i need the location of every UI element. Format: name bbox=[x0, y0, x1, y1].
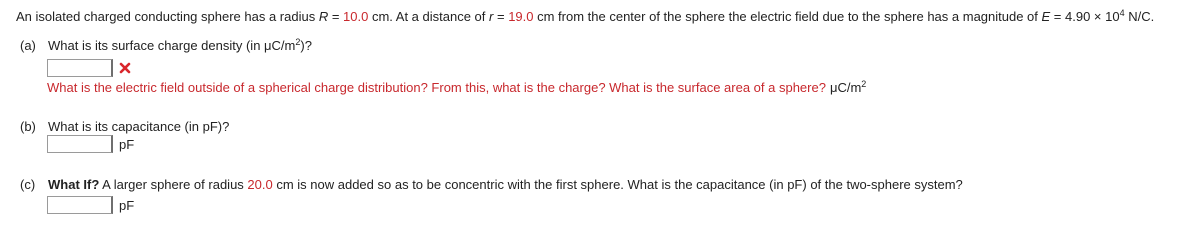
part-a-text-end: )? bbox=[300, 38, 312, 53]
part-c-answer-input[interactable] bbox=[47, 196, 113, 214]
equals-sign: = bbox=[493, 9, 509, 24]
field-exponent: 4 bbox=[1119, 8, 1125, 18]
part-c-letter: (c) bbox=[20, 177, 36, 192]
part-b-letter: (b) bbox=[20, 119, 36, 134]
problem-text-2: cm. At a distance of bbox=[368, 9, 490, 24]
part-c-question bbox=[20, 176, 963, 194]
distance-symbol: r bbox=[489, 9, 494, 24]
x-icon bbox=[119, 62, 131, 74]
incorrect-mark bbox=[119, 62, 131, 74]
radius-symbol: R bbox=[318, 9, 329, 24]
part-b-answer-input[interactable] bbox=[47, 135, 113, 153]
field-value: = 4.90 × 10 bbox=[1050, 9, 1120, 24]
part-a-exponent: 2 bbox=[295, 37, 301, 47]
part-c-unit: pF bbox=[119, 197, 135, 213]
problem-statement bbox=[16, 8, 1196, 26]
part-c-text-post: cm is now added so as to be concentric with the first sphere. What is the capacitance (in pF) of the two-sphere system? bbox=[272, 177, 963, 192]
problem-intro: An isolated charged conducting sphere has a radius bbox=[16, 9, 319, 24]
hint-unit-text: μC/m bbox=[829, 80, 862, 95]
what-if-label: What If? bbox=[48, 177, 100, 192]
part-a-answer-row bbox=[47, 58, 131, 78]
distance-value: 19.0 bbox=[508, 9, 534, 24]
part-b-text: What is its capacitance (in pF)? bbox=[48, 119, 230, 134]
part-c-answer-row bbox=[47, 195, 134, 215]
equals-sign: = bbox=[328, 9, 344, 24]
larger-radius-value: 20.0 bbox=[247, 177, 273, 192]
field-symbol: E bbox=[1041, 9, 1051, 24]
part-a-hint bbox=[47, 79, 866, 97]
radius-value: 10.0 bbox=[343, 9, 369, 24]
part-a-text: What is its surface charge density (in μC/m bbox=[48, 38, 296, 53]
hint-text: What is the electric field outside of a spherical charge distribution? From this, what is the charge? What is the surface area of a sphere? bbox=[47, 80, 826, 95]
part-c-text-pre: A larger sphere of radius bbox=[99, 177, 248, 192]
hint-unit-exponent: 2 bbox=[861, 79, 867, 89]
field-unit: N/C. bbox=[1124, 9, 1155, 24]
hint-unit bbox=[830, 80, 866, 95]
problem-text-3: cm from the center of the sphere the electric field due to the sphere has a magnitude of bbox=[533, 9, 1042, 24]
part-a-answer-input[interactable] bbox=[47, 59, 113, 77]
part-b-unit: pF bbox=[119, 136, 135, 152]
part-b-answer-row bbox=[47, 134, 134, 154]
part-a-question bbox=[20, 37, 312, 55]
part-a-letter: (a) bbox=[20, 38, 36, 53]
